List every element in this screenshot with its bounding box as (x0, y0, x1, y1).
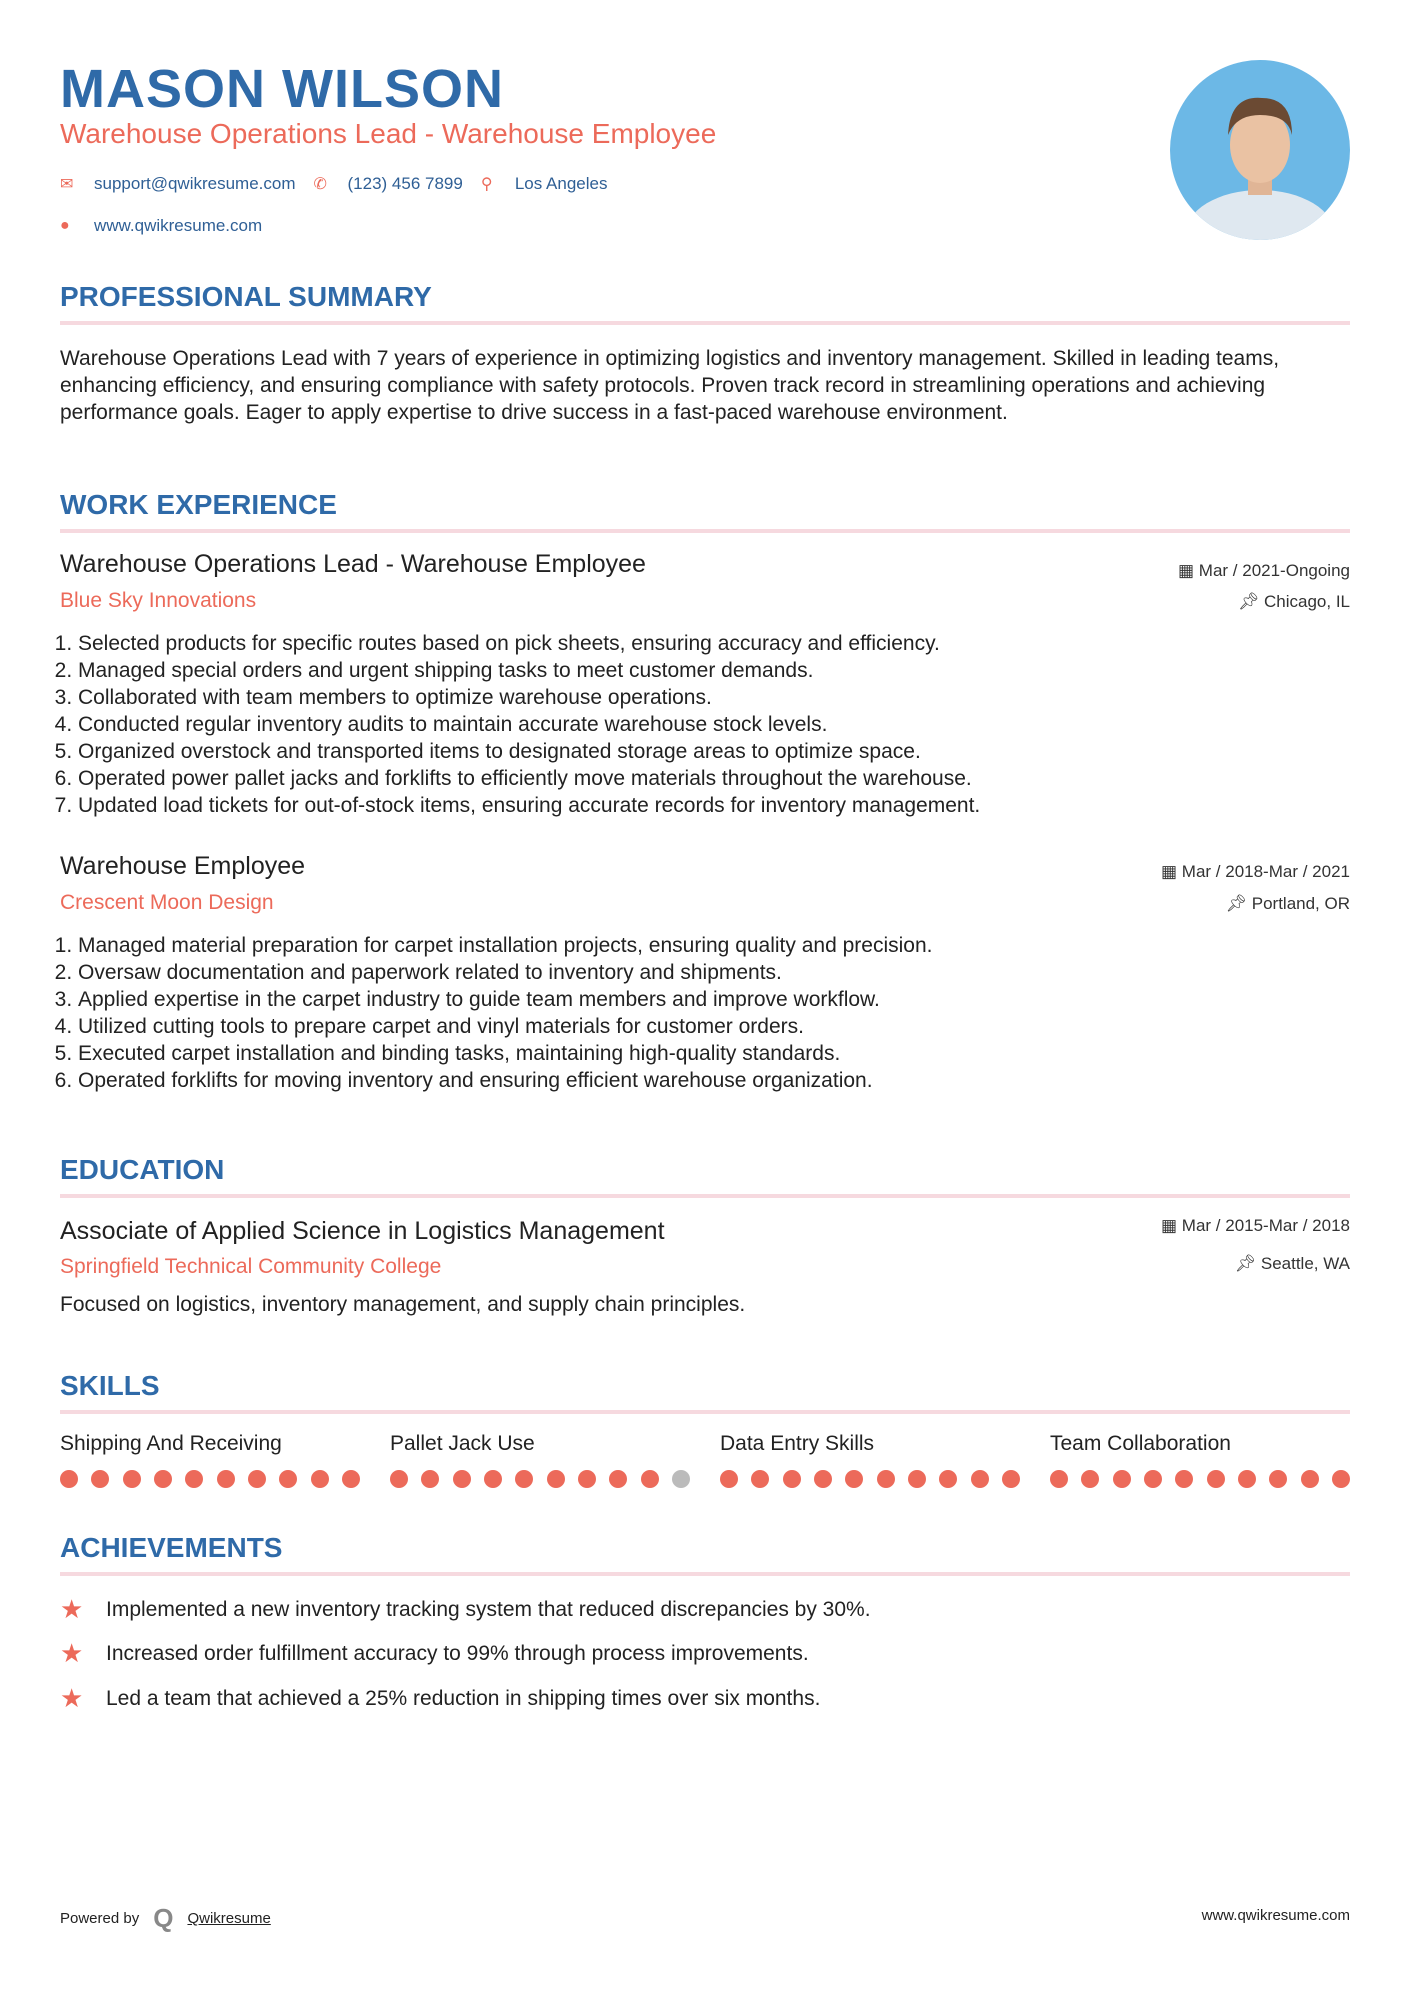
rating-dot-filled (1175, 1470, 1193, 1488)
list-item: 5. Organized overstock and transported items to designated storage areas to optimize space. (78, 738, 980, 765)
phone-icon: ✆ (313, 176, 327, 193)
rating-dot-filled (1050, 1470, 1068, 1488)
list-item: 5. Executed carpet installation and binding tasks, maintaining high-quality standards. (78, 1040, 932, 1067)
rating-dot-empty (672, 1470, 690, 1488)
calendar-icon: ▦ (1178, 561, 1199, 580)
school: Springfield Technical Community College (60, 1255, 442, 1278)
rating-dot-filled (877, 1470, 895, 1488)
rating-dot-filled (814, 1470, 832, 1488)
list-item: 6. Operated power pallet jacks and forklifts to efficiently move materials throughout the warehouse. (78, 765, 980, 792)
rating-dot-filled (971, 1470, 989, 1488)
rating-dot-filled (1207, 1470, 1225, 1488)
skill-item (720, 1432, 1020, 1488)
skill-item (60, 1432, 360, 1488)
powered-by-label: Powered by (60, 1910, 140, 1927)
star-icon: ★ (60, 1594, 84, 1624)
list-item: 1. Managed material preparation for carpet installation projects, ensuring quality and precision. (78, 932, 932, 959)
rating-dot-filled (1144, 1470, 1162, 1488)
globe-icon: ● (60, 217, 70, 234)
achievement-item (60, 1594, 871, 1625)
skill-name: Pallet Jack Use (390, 1432, 535, 1455)
job-company: Blue Sky Innovations (60, 589, 257, 612)
degree: Associate of Applied Science in Logistics Management (60, 1217, 665, 1245)
rating-dot-filled (484, 1470, 502, 1488)
rating-dot-filled (342, 1470, 360, 1488)
rating-dot-filled (1002, 1470, 1020, 1488)
calendar-icon: ▦ (1161, 862, 1182, 881)
rating-dot-filled (578, 1470, 596, 1488)
website-link[interactable]: www.qwikresume.com (94, 216, 263, 235)
list-item: 6. Operated forklifts for moving inventory and ensuring efficient warehouse organization. (78, 1067, 932, 1094)
rating-dot-filled (1081, 1470, 1099, 1488)
list-item: 3. Applied expertise in the carpet industry to guide team members and improve workflow. (78, 986, 932, 1013)
footer-url[interactable]: www.qwikresume.com (1201, 1907, 1350, 1924)
rating-dot-filled (154, 1470, 172, 1488)
avatar (1170, 60, 1350, 240)
education-dates: ▦ Mar / 2015-Mar / 2018 (1161, 1216, 1350, 1235)
star-icon: ★ (60, 1683, 84, 1713)
rating-dot-filled (751, 1470, 769, 1488)
brand-link[interactable]: Qwikresume (187, 1910, 271, 1927)
candidate-name: MASON WILSON (60, 59, 504, 119)
pin-icon: 📌︎ (1225, 894, 1252, 913)
mail-icon: ✉ (60, 176, 74, 193)
skill-rating (720, 1470, 1020, 1488)
rating-dot-filled (1269, 1470, 1287, 1488)
rating-dot-filled (515, 1470, 533, 1488)
education-location: 📌︎ Seattle, WA (1234, 1254, 1350, 1273)
achievement-text: Increased order fulfillment accuracy to 99% through process improvements. (106, 1641, 809, 1665)
education-heading: EDUCATION (60, 1154, 1350, 1198)
achievement-item (60, 1638, 809, 1669)
job-title: Warehouse Employee (60, 852, 306, 880)
rating-dot-filled (1113, 1470, 1131, 1488)
rating-dot-filled (845, 1470, 863, 1488)
list-item: 2. Oversaw documentation and paperwork related to inventory and shipments. (78, 959, 932, 986)
education-description: Focused on logistics, inventory management, and supply chain principles. (60, 1293, 746, 1316)
rating-dot-filled (1238, 1470, 1256, 1488)
summary-text: Warehouse Operations Lead with 7 years of experience in optimizing logistics and inventory management. Skilled in leading teams, enhancing efficiency, and ensuring compliance with safety protocols. Proven track record in streamlining operations and achieving performance goals. Eager to apply expertise to drive success in a fast-paced warehouse environment. (60, 347, 1280, 424)
rating-dot-filled (547, 1470, 565, 1488)
skill-rating (60, 1470, 360, 1488)
rating-dot-filled (783, 1470, 801, 1488)
rating-dot-filled (123, 1470, 141, 1488)
rating-dot-filled (453, 1470, 471, 1488)
pin-icon: 📌︎ (1234, 1254, 1261, 1273)
rating-dot-filled (1301, 1470, 1319, 1488)
skill-item (390, 1432, 690, 1488)
rating-dot-filled (217, 1470, 235, 1488)
calendar-icon: ▦ (1161, 1216, 1182, 1235)
rating-dot-filled (390, 1470, 408, 1488)
list-item: 4. Utilized cutting tools to prepare carpet and vinyl materials for customer orders. (78, 1013, 932, 1040)
skills-heading: SKILLS (60, 1370, 1350, 1414)
experience-heading: WORK EXPERIENCE (60, 489, 1350, 533)
skill-name: Team Collaboration (1050, 1432, 1231, 1455)
list-item: 7. Updated load tickets for out-of-stock items, ensuring accurate records for inventory management. (78, 792, 980, 819)
rating-dot-filled (60, 1470, 78, 1488)
pin-icon: 📌︎ (1237, 592, 1264, 611)
rating-dot-filled (421, 1470, 439, 1488)
skill-item (1050, 1432, 1350, 1488)
job-location: 📌︎ Chicago, IL (1237, 592, 1350, 611)
contact-row (60, 174, 607, 194)
achievement-text: Led a team that achieved a 25% reduction in shipping times over six months. (106, 1686, 821, 1710)
email-link[interactable]: support@qwikresume.com (94, 174, 296, 193)
rating-dot-filled (939, 1470, 957, 1488)
achievements-heading: ACHIEVEMENTS (60, 1532, 1350, 1576)
job-dates: ▦ Mar / 2021-Ongoing (1178, 561, 1350, 580)
rating-dot-filled (185, 1470, 203, 1488)
list-item: 3. Collaborated with team members to optimize warehouse operations. (78, 684, 980, 711)
location-pin-icon: ⚲ (480, 176, 493, 193)
candidate-title: Warehouse Operations Lead - Warehouse Employee (60, 118, 717, 149)
job-company: Crescent Moon Design (60, 891, 274, 914)
list-item: 1. Selected products for specific routes based on pick sheets, ensuring accuracy and efficiency. (78, 630, 980, 657)
rating-dot-filled (609, 1470, 627, 1488)
rating-dot-filled (1332, 1470, 1350, 1488)
skill-rating (390, 1470, 690, 1488)
list-item: 2. Managed special orders and urgent shipping tasks to meet customer demands. (78, 657, 980, 684)
rating-dot-filled (641, 1470, 659, 1488)
list-item: 4. Conducted regular inventory audits to maintain accurate warehouse stock levels. (78, 711, 980, 738)
achievement-item (60, 1683, 820, 1714)
skill-name: Data Entry Skills (720, 1432, 875, 1455)
phone: (123) 456 7899 (347, 174, 463, 193)
qwikresume-logo-icon: Q (153, 1903, 174, 1933)
star-icon: ★ (60, 1638, 84, 1668)
summary-heading: PROFESSIONAL SUMMARY (60, 281, 1350, 325)
rating-dot-filled (91, 1470, 109, 1488)
job-location: 📌︎ Portland, OR (1225, 894, 1350, 913)
achievement-text: Implemented a new inventory tracking system that reduced discrepancies by 30%. (106, 1597, 871, 1621)
skills-list (60, 1432, 1350, 1488)
rating-dot-filled (279, 1470, 297, 1488)
job-title: Warehouse Operations Lead - Warehouse Employee (60, 550, 646, 578)
rating-dot-filled (248, 1470, 266, 1488)
job-dates: ▦ Mar / 2018-Mar / 2021 (1161, 862, 1350, 881)
skill-rating (1050, 1470, 1350, 1488)
location: Los Angeles (514, 174, 608, 193)
footer-powered (60, 1903, 271, 1934)
rating-dot-filled (908, 1470, 926, 1488)
website-row (60, 216, 262, 236)
rating-dot-filled (311, 1470, 329, 1488)
skill-name: Shipping And Receiving (60, 1432, 282, 1455)
job-duties (60, 630, 980, 819)
job-duties (60, 932, 932, 1094)
rating-dot-filled (720, 1470, 738, 1488)
